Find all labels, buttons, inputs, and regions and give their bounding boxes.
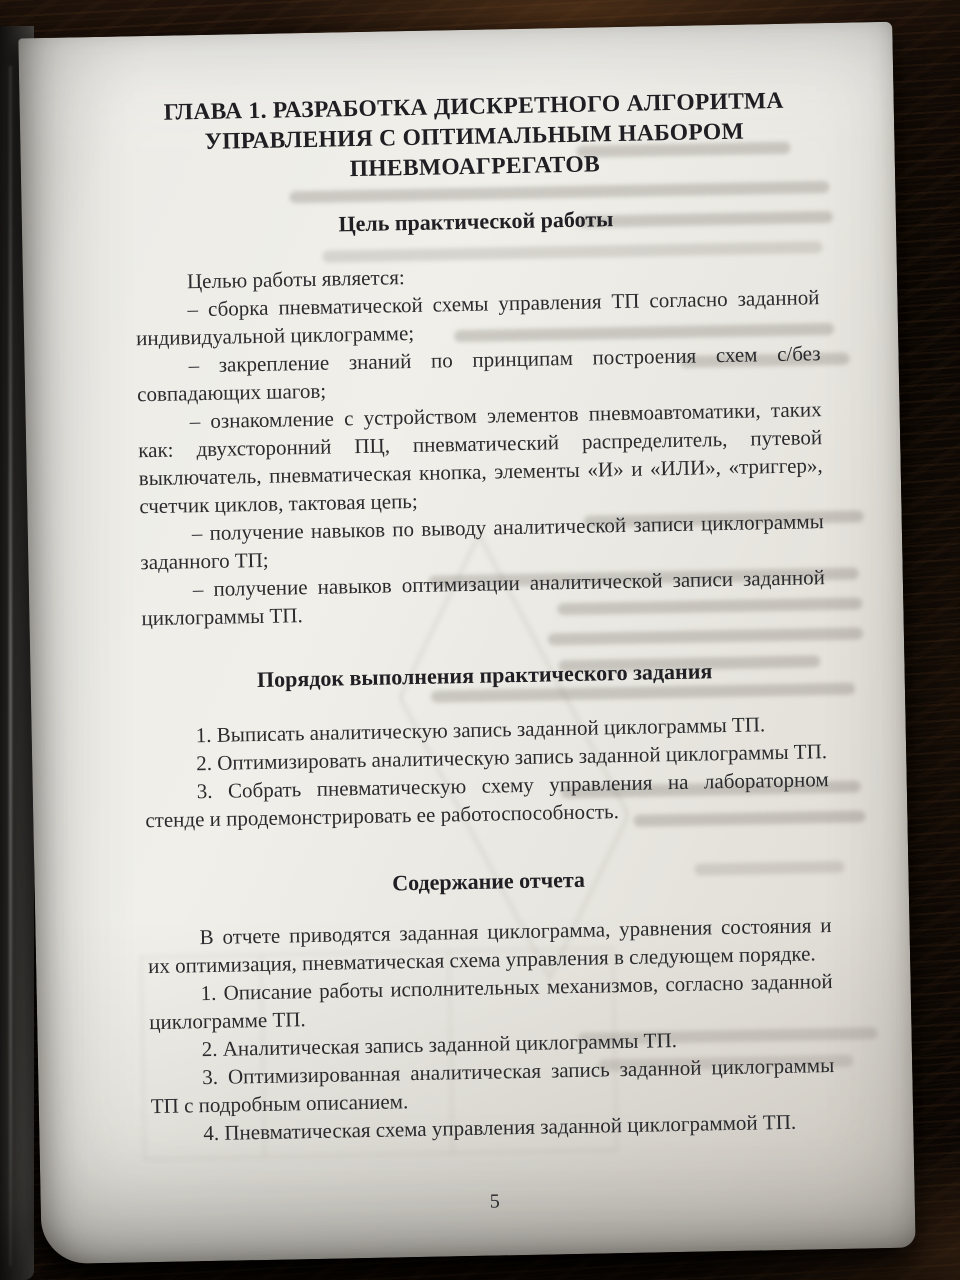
chapter-title xyxy=(131,85,817,188)
purpose-goal-item: – получение навыков по выводу аналитической записи циклограммы заданного ТП; xyxy=(140,509,824,575)
chapter-title-line: ПНЕВМОАГРЕГАТОВ xyxy=(349,151,601,183)
purpose-goal-item: – закрепление знаний по принципам построения схем с/без совпадающих шагов; xyxy=(136,341,821,407)
procedure-step: 1. Выписать аналитическую запись заданной циклограммы ТП. xyxy=(195,712,766,748)
report-item: 3. Оптимизированная аналитическая запись заданной циклограммы ТП с подробным описанием. xyxy=(150,1053,835,1119)
section-heading-purpose: Цель практической работы xyxy=(338,206,614,237)
purpose-goal-item: – получение навыков оптимизации аналитической записи заданной циклограммы ТП. xyxy=(141,565,826,631)
report-intro: В отчете приводятся заданная циклограмма, уравнения состояния и их оптимизация, пневматическая схема управления в следующем порядке. xyxy=(147,913,832,979)
procedure-step: 2. Оптимизировать аналитическую запись заданной циклограммы ТП. xyxy=(196,739,828,776)
report-item: 4. Пневматическая схема управления заданной циклограммой ТП. xyxy=(203,1109,797,1146)
section-heading-report: Содержание отчета xyxy=(391,866,586,896)
book-page xyxy=(18,22,915,1265)
chapter-title-line: ГЛАВА 1. РАЗРАБОТКА ДИСКРЕТНОГО АЛГОРИТМА xyxy=(163,87,784,126)
purpose-goal-item: – сборка пневматической схемы управления ТП согласно заданной индивидуальной циклограмме; xyxy=(135,285,820,351)
page-content xyxy=(18,22,915,1225)
section-heading-procedure: Порядок выполнения практического задания xyxy=(256,658,713,693)
procedure-step: 3. Собрать пневматическую схему управления на лабораторном стенде и продемонстрировать ее работоспособность. xyxy=(145,767,829,833)
chapter-title-line: УПРАВЛЕНИЯ С ОПТИМАЛЬНЫМ НАБОРОМ xyxy=(204,118,745,155)
page-edge-highlight xyxy=(9,66,12,1266)
purpose-intro: Целью работы является: xyxy=(186,265,405,294)
page-number: 5 xyxy=(489,1190,500,1213)
report-item: 1. Описание работы исполнительных механизмов, согласно заданной циклограмме ТП. xyxy=(148,969,833,1035)
report-item: 2. Аналитическая запись заданной циклограммы ТП. xyxy=(201,1028,678,1062)
purpose-goal-item: – ознакомление с устройством элементов пневмоавтоматики, таких как: двухсторонний ПЦ, пневматический распределитель, путевой выключатель, пневматическая кнопка, элементы «И» и «ИЛИ», «триггер», счетчик циклов, тактовая цепь; xyxy=(138,397,823,519)
